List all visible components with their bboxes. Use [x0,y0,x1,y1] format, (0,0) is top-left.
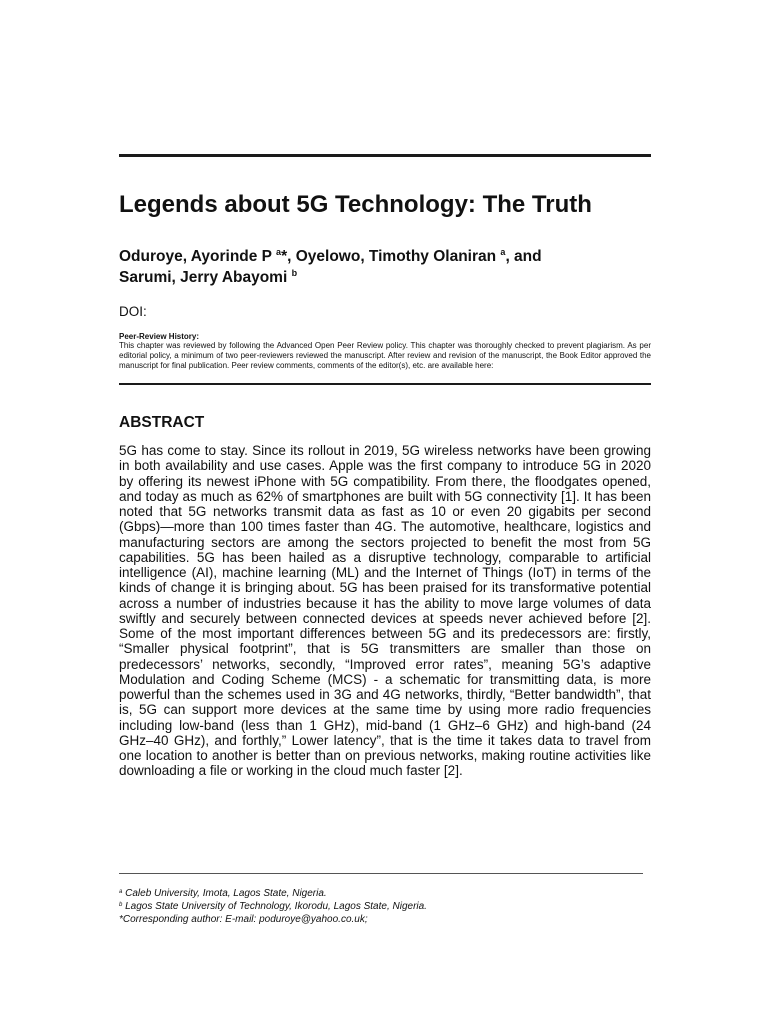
footnote-affiliation-b [119,900,651,913]
author-name: Oduroye, Ayorinde P [119,248,277,265]
footnote-corresponding-author [119,913,651,926]
corresponding-mark: *, [281,248,296,265]
footnotes [119,887,651,926]
chapter-title: Legends about 5G Technology: The Truth [119,191,592,218]
affiliation-mark: a [500,247,506,257]
header-rule [119,154,651,157]
author-name: Sarumi, Jerry Abayomi [119,269,292,286]
footnote-text: *Corresponding author: E-mail: poduroye@yahoo.co.uk; [119,914,368,925]
footnote-affiliation-a [119,887,651,900]
footnote-mark: a [119,889,123,895]
author-list [119,246,659,288]
author-separator: , and [505,248,542,265]
author-name: Oyelowo, Timothy Olaniran [295,248,501,265]
affiliation-mark: a [276,247,282,257]
abstract-heading: ABSTRACT [119,414,205,431]
doi-label: DOI: [119,304,147,319]
peer-review-text: This chapter was reviewed by following the Advanced Open Peer Review policy. This chapter was thoroughly checked to prevent plagiarism. As per editorial policy, a minimum of two peer-reviewers reviewed the manuscript. After review and revision of the manuscript, the Book Editor approved the manuscript for final publication. Peer review comments, comments of the editor(s), etc. are available here: [119,341,651,370]
abstract-body: 5G has come to stay. Since its rollout in 2019, 5G wireless networks have been growing in both availability and use cases. Apple was the first company to introduce 5G in 2020 by offering its newest iPhone with 5G compatibility. From there, the floodgates opened, and today as much as 62% of smartphones are built with 5G connectivity [1]. It has been noted that 5G networks transmit data as fast as 10 or even 20 gigabits per second (Gbps)—more than 100 times faster than 4G. The automotive, healthcare, logistics and manufacturing sectors are among the sectors projected to benefit the most from 5G capabilities. 5G has been hailed as a disruptive technology, comparable to artificial intelligence (AI), machine learning (ML) and the Internet of Things (IoT) in terms of the kinds of change it is bringing about. 5G has been praised for its transformative potential across a number of industries because it has the ability to move large volumes of data swiftly and securely between connected devices at speeds never achieved before [2]. Some of the most important differences between 5G and its predecessors are: firstly, “Smaller physical footprint”, that is 5G transmitters are smaller than those on predecessors’ networks, secondly, “Improved error rates”, meaning 5G’s adaptive Modulation and Coding Scheme (MCS) - a schematic for transmitting data, is more powerful than the schemes used in 3G and 4G networks, thirdly, “Better bandwidth”, that is, 5G can support more devices at the same time by using more radio frequencies including low-band (less than 1 GHz), mid-band (1 GHz–6 GHz) and high-band (24 GHz–40 GHz), and forthly,” Lower latency”, that is the time it takes data to travel from one location to another is better than on previous networks, making routine activities like downloading a file or working in the cloud much faster [2]. [119,443,651,779]
affiliation-mark: b [291,268,298,278]
footnote-rule [119,873,643,874]
peer-review-heading: Peer-Review History: [119,332,200,341]
footnote-text: Caleb University, Imota, Lagos State, Nigeria. [122,888,327,899]
footnote-mark: b [119,902,123,908]
footnote-text: Lagos State University of Technology, Ikorodu, Lagos State, Nigeria. [122,901,427,912]
peer-review-rule [119,383,651,385]
